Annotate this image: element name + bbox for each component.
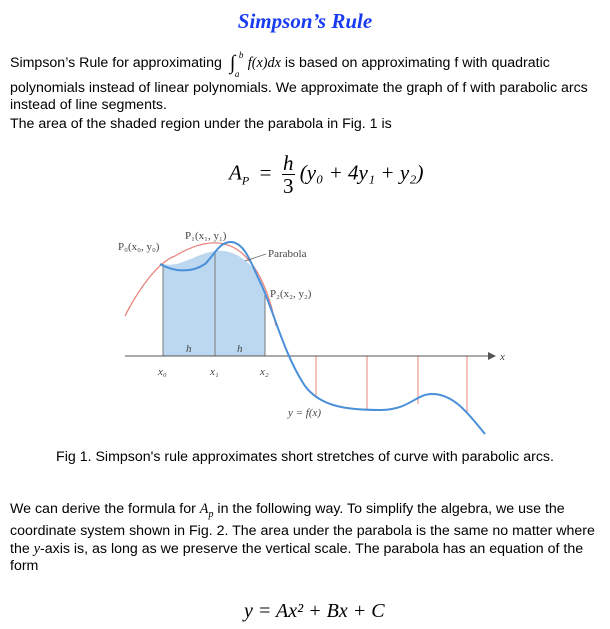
label-h2: h <box>237 343 243 355</box>
paragraph-3 <box>10 501 600 576</box>
label-parabola: Parabola <box>268 248 307 260</box>
intro-text-before: Simpson’s Rule for approximating <box>10 55 222 71</box>
area-lhs: A <box>229 160 242 185</box>
intro-text-after: is based on approximating f with quadratic <box>284 55 550 71</box>
para3-symbol: $A_p$ <box>199 501 214 520</box>
simpson-figure <box>0 226 610 441</box>
label-x2: x₂ <box>260 366 269 378</box>
area-lhs-sub: P <box>241 173 250 188</box>
label-x1: x₁ <box>210 366 219 378</box>
integral-upper: b <box>238 50 244 60</box>
page-title: Simpson’s Rule <box>237 9 373 33</box>
para3-before: We can derive the formula for <box>10 501 196 517</box>
area-denominator: 3 <box>283 174 294 198</box>
integral-lower: a <box>234 69 240 79</box>
shaded-region <box>163 251 265 356</box>
parabola-formula: y = Ax² + Bx + C <box>244 600 385 622</box>
label-h1: h <box>186 343 192 355</box>
area-numerator: h <box>283 151 294 175</box>
paragraph-1: polynomials instead of linear polynomials. We approximate the graph of f with parabolic arcs instead of line segments. <box>10 80 588 113</box>
area-fraction <box>282 152 295 197</box>
integrand: f(x)dx <box>247 55 281 71</box>
label-x0: x₀ <box>158 366 167 378</box>
label-p1: P₁(x₁, y₁) <box>185 230 227 242</box>
para3-text-1: in the following way. To simplify the algebra, we use the coordinate system shown in Fig. 2. The area under the parabola is the same no matter where the <box>10 501 595 557</box>
intro-paragraph <box>10 50 600 79</box>
x-axis-arrow <box>488 352 496 360</box>
paragraph-2: The area of the shaded region under the parabola in Fig. 1 is <box>10 116 392 132</box>
integral-sign: ∫ b a <box>230 53 244 72</box>
para3-yvar: y <box>33 540 40 557</box>
area-formula: $A_P$ = $\frac{h}{3}$ (y₀ + 4y₁ + y₂) <box>229 151 424 198</box>
label-p2: P₂(x₂, y₂) <box>270 288 312 300</box>
label-x-axis: x <box>500 351 505 363</box>
para3-text-2: -axis is, as long as we preserve the vertical scale. The parabola has an equation of the form <box>10 540 584 575</box>
label-curve: y = f(x) <box>288 407 322 419</box>
area-rhs: (y₀ + 4y₁ + y₂) <box>299 160 424 185</box>
label-p0: P₀(x₀, y₀) <box>118 241 160 253</box>
figure-caption: Fig 1. Simpson's rule approximates short stretches of curve with parabolic arcs. <box>56 449 554 465</box>
